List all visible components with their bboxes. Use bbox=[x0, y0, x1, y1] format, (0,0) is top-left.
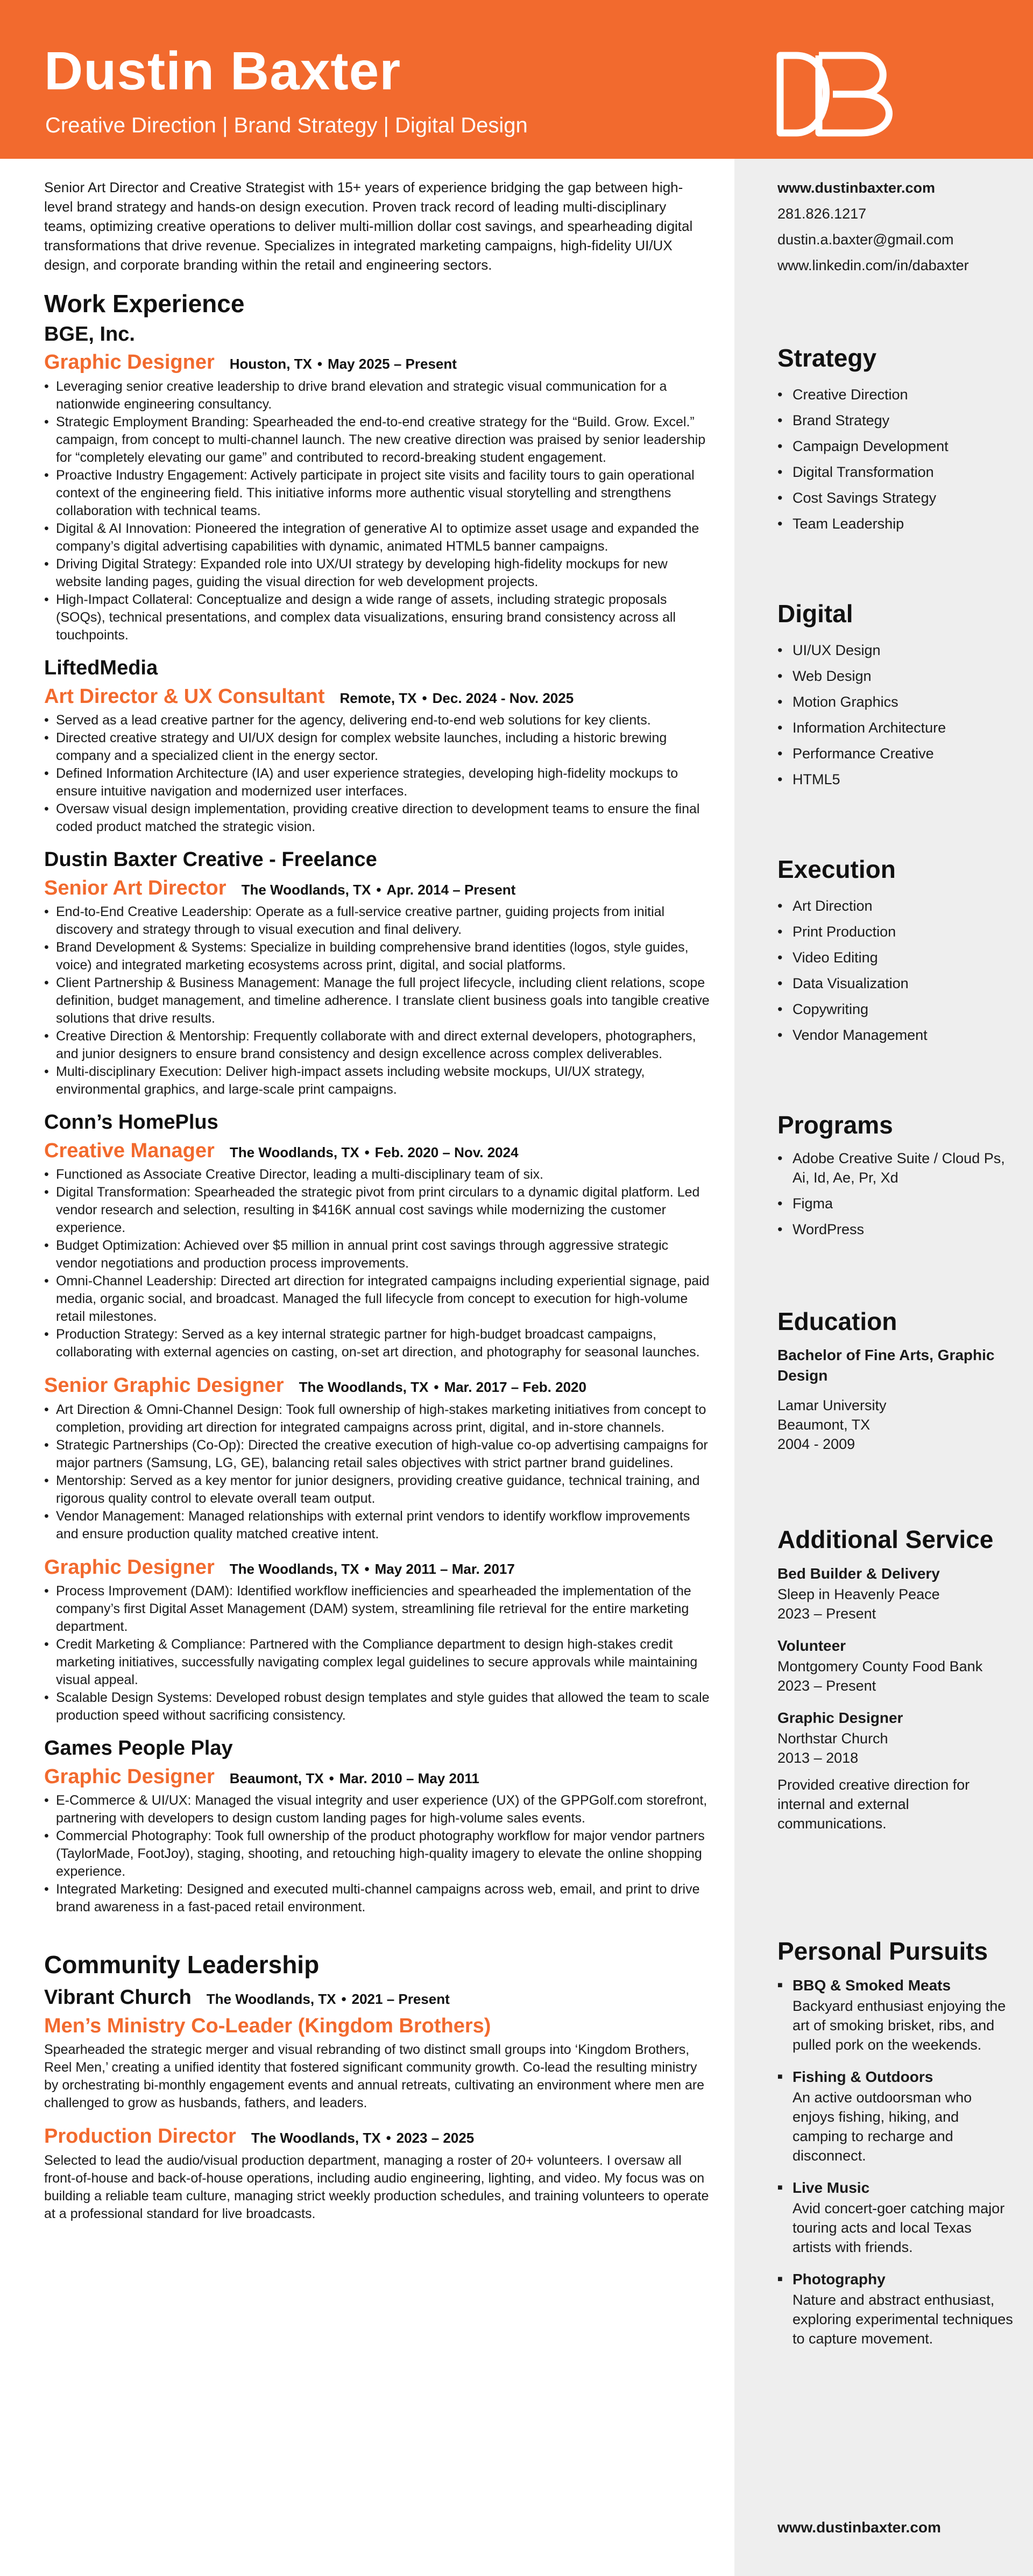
skill-item: • Copywriting bbox=[777, 996, 1014, 1022]
strategy-section bbox=[777, 344, 1014, 537]
skill-item: • Art Direction bbox=[777, 893, 1014, 919]
role-bullets bbox=[44, 1401, 711, 1543]
role-bullets bbox=[44, 1792, 711, 1916]
skill-item: • WordPress bbox=[777, 1216, 1014, 1242]
role-location: Remote, TX bbox=[339, 689, 417, 706]
pursuit-desc: Nature and abstract enthusiast, exploring experimental techniques to capture movement. bbox=[793, 2291, 1013, 2347]
role-location: The Woodlands, TX bbox=[241, 881, 371, 898]
sidebar bbox=[734, 159, 1033, 2576]
strategy-list bbox=[777, 382, 1014, 537]
service-entry bbox=[777, 1635, 1014, 1695]
bullet-item: • Digital Transformation: Spearheaded the strategic pivot from print circulars to a dynamic digital platform. Led vendor research and selection, resulting in $416K annual cost savings while modernizing the customer experience. bbox=[44, 1184, 711, 1237]
community-role-text: Selected to lead the audio/visual production department, managing a roster of 20+ volunteers. I oversaw all front-of-house and back-of-house operations, including audio engineering, lighting, and video. My focus was on building a reliable team culture, managing strict weekly production schedules, and training volunteers to operate at a professional standard for live broadcasts. bbox=[44, 2152, 709, 2221]
skill-item: • Print Production bbox=[777, 919, 1014, 945]
bullet-item: • Art Direction & Omni-Channel Design: Took full ownership of high-stakes marketing initiatives from concept to completion, providing art direction for integrated campaigns across print, digital, and in-store channels. bbox=[44, 1401, 711, 1437]
role-line bbox=[44, 1373, 711, 1399]
community-roles bbox=[44, 2014, 711, 2223]
bullet-item: • Brand Development & Systems: Specialize in building comprehensive brand identities (logos, style guides, voice) and integrated marketing ecosystems across print, digital, and social platforms. bbox=[44, 939, 711, 974]
execution-heading: Execution bbox=[777, 855, 896, 883]
role-title: Graphic Designer bbox=[44, 1765, 215, 1788]
programs-section bbox=[777, 1111, 1014, 1242]
header-banner bbox=[0, 0, 1033, 159]
skill-item: • Campaign Development bbox=[777, 433, 1014, 459]
main-column bbox=[44, 178, 711, 2235]
bullet-item: • Process Improvement (DAM): Identified workflow inefficiencies and spearheaded the implementation of the company’s first Digital Asset Management (DAM) system, streamlining file retrieval for the entire marketing department. bbox=[44, 1582, 711, 1636]
bullet-item: • Oversaw visual design implementation, providing creative direction to development teams to ensure the final coded product matched the strategic vision. bbox=[44, 800, 711, 836]
education-section bbox=[777, 1308, 1014, 1454]
role-title: Graphic Designer bbox=[44, 1556, 215, 1579]
service-entry bbox=[777, 1563, 1014, 1623]
meta-separator: • bbox=[329, 1770, 334, 1786]
resume-tagline: Creative Direction | Brand Strategy | Digital Design bbox=[45, 114, 528, 137]
role-line bbox=[44, 684, 711, 710]
pursuits-heading: Personal Pursuits bbox=[777, 1937, 988, 1965]
pursuit-desc: Avid concert-goer catching major touring acts and local Texas artists with friends. bbox=[793, 2200, 1005, 2255]
role-meta bbox=[242, 882, 516, 898]
pursuit-desc: Backyard enthusiast enjoying the art of smoking brisket, ribs, and pulled pork on the weekends. bbox=[793, 1997, 1006, 2053]
role-title: Art Director & UX Consultant bbox=[44, 685, 325, 708]
role-title: Senior Graphic Designer bbox=[44, 1374, 284, 1397]
role-line bbox=[44, 1138, 711, 1164]
education-dates: 2004 - 2009 bbox=[777, 1435, 855, 1452]
bullet-item: • Production Strategy: Served as a key internal strategic partner for high-budget broadcast campaigns, collaborating with external agencies on casting, on-set art direction, and photography for seasonal launches. bbox=[44, 1326, 711, 1361]
bullet-item: • Strategic Employment Branding: Spearheaded the end-to-end creative strategy for the “Build. Grow. Excel.” campaign, from concept to multi-channel launch. The new creative direction was praised by senior leadership for “completely elevating our game” and contributed to record-breaking student engagement. bbox=[44, 413, 711, 467]
programs-heading: Programs bbox=[777, 1111, 893, 1139]
skill-item: • Information Architecture bbox=[777, 715, 1014, 741]
service-entry-line: 2013 – 2018 bbox=[777, 1749, 859, 1766]
pursuit-heading: ■ Fishing & Outdoors bbox=[777, 2066, 1014, 2088]
role-dates: May 2011 – Mar. 2017 bbox=[374, 1560, 515, 1577]
contact-phone[interactable]: 281.826.1217 bbox=[777, 206, 867, 222]
role-dates: Mar. 2017 – Feb. 2020 bbox=[444, 1379, 586, 1396]
skill-item: • Data Visualization bbox=[777, 970, 1014, 996]
pursuits-section bbox=[777, 1938, 1014, 2360]
role-title: Graphic Designer bbox=[44, 351, 215, 374]
role-line bbox=[44, 350, 711, 376]
company-name: BGE, Inc. bbox=[44, 322, 135, 346]
bullet-item: • Functioned as Associate Creative Director, leading a multi-disciplinary team of six. bbox=[44, 1166, 711, 1184]
role-location: The Woodlands, TX bbox=[229, 1144, 359, 1160]
execution-list bbox=[777, 893, 1014, 1048]
bullet-item: • Client Partnership & Business Management: Manage the full project lifecycle, including client relations, scope definition, budget management, and timeline adherence. I translate client business goals into tangible creative solutions that drive results. bbox=[44, 974, 711, 1027]
education-heading: Education bbox=[777, 1307, 897, 1335]
skill-item: • Cost Savings Strategy bbox=[777, 485, 1014, 511]
service-entry-heading: Bed Builder & Delivery bbox=[777, 1565, 940, 1582]
role-location: Beaumont, TX bbox=[229, 1770, 324, 1786]
company-name: Dustin Baxter Creative - Freelance bbox=[44, 848, 377, 871]
skill-item: • Web Design bbox=[777, 663, 1014, 689]
work-experience-heading: Work Experience bbox=[44, 290, 245, 318]
bullet-item: • High-Impact Collateral: Conceptualize and design a wide range of assets, including strategic proposals (SOQs), technical presentations, and complex data visualizations, ensuring brand consistency across all touchpoints. bbox=[44, 591, 711, 644]
jobs-list bbox=[44, 322, 711, 1916]
role-dates: May 2025 – Present bbox=[327, 356, 457, 372]
service-entry-line: 2023 – Present bbox=[777, 1605, 876, 1622]
programs-list bbox=[777, 1149, 1014, 1242]
role-meta bbox=[339, 690, 574, 707]
community-org-line bbox=[44, 1983, 711, 2010]
pursuits-list bbox=[777, 1975, 1014, 2348]
skill-item: • Performance Creative bbox=[777, 741, 1014, 766]
contact-block bbox=[777, 175, 1014, 278]
community-org: Vibrant Church bbox=[44, 1986, 192, 2009]
bullet-item: • Driving Digital Strategy: Expanded role into UX/UI strategy by developing high-fidelity mockups for new website landing pages, guiding the visual direction for web development projects. bbox=[44, 555, 711, 591]
bullet-item: • Served as a lead creative partner for the agency, delivering end-to-end web solutions for key clients. bbox=[44, 712, 711, 729]
bullet-item: • Creative Direction & Mentorship: Frequently collaborate with and direct external developers, photographers, and junior designers to ensure brand consistency and design excellence across complex deliverables. bbox=[44, 1027, 711, 1063]
role-title: Senior Art Director bbox=[44, 876, 227, 899]
role-meta bbox=[230, 1144, 519, 1161]
community-role-line bbox=[44, 2014, 711, 2039]
role-bullets bbox=[44, 1582, 711, 1725]
service-entry-line: 2023 – Present bbox=[777, 1677, 876, 1694]
execution-section bbox=[777, 856, 1014, 1048]
role-bullets bbox=[44, 1166, 711, 1361]
role-dates: Mar. 2010 – May 2011 bbox=[339, 1770, 479, 1786]
bullet-item: • Integrated Marketing: Designed and executed multi-channel campaigns across web, email, and print to drive brand awareness in a fast-paced retail environment. bbox=[44, 1881, 711, 1916]
skill-item: • Digital Transformation bbox=[777, 459, 1014, 485]
role-bullets bbox=[44, 903, 711, 1099]
bullet-item: • Leveraging senior creative leadership to drive brand elevation and strategic visual communication for a nationwide engineering consultancy. bbox=[44, 378, 711, 413]
community-role-line bbox=[44, 2124, 711, 2150]
role-meta bbox=[230, 1561, 515, 1578]
contact-website[interactable]: www.dustinbaxter.com bbox=[777, 180, 936, 196]
digital-section bbox=[777, 600, 1014, 792]
summary-paragraph: Senior Art Director and Creative Strategist with 15+ years of experience bridging the gap between high-level brand strategy and hands-on design execution. Proven track record of leading multi-disciplinary teams, optimizing creative operations to deliver multi-million dollar cost savings, and spearheading digital transformations that drive revenue. Specializes in integrated marketing campaigns, high-fidelity UI/UX design, and corporate branding within the retail and engineering sectors. bbox=[44, 179, 693, 273]
footer-website[interactable]: www.dustinbaxter.com bbox=[777, 2519, 941, 2536]
meta-separator: • bbox=[364, 1144, 370, 1160]
community-role-text: Spearheaded the strategic merger and visual rebranding of two distinct small groups into ‘Kingdom Brothers, Reel Men,’ creating a unified identity that fostered significant community growth. Co-lead the resulting ministry by orchestrating bi-monthly engagement events and annual retreats, cultivating an environment where men are challenged to grow as husbands, fathers, and leaders. bbox=[44, 2042, 705, 2111]
service-section bbox=[777, 1526, 1014, 1845]
pursuit-item bbox=[777, 2177, 1014, 2257]
community-role-dates: 2023 – 2025 bbox=[396, 2130, 475, 2146]
skill-item: • Motion Graphics bbox=[777, 689, 1014, 715]
skill-item: • UI/UX Design bbox=[777, 637, 1014, 663]
pursuit-item bbox=[777, 1975, 1014, 2054]
bullet-item: • Defined Information Architecture (IA) and user experience strategies, developing high-fidelity mockups to ensure intuitive navigation and modernized user interfaces. bbox=[44, 765, 711, 800]
strategy-heading: Strategy bbox=[777, 344, 877, 372]
bullet-item: • Strategic Partnerships (Co-Op): Directed the creative execution of high-value co-op advertising campaigns for major partners (Samsung, LG, GE), balancing retail sales objectives with strict partner brand guidelines. bbox=[44, 1437, 711, 1472]
role-dates: Feb. 2020 – Nov. 2024 bbox=[374, 1144, 519, 1160]
resume-name: Dustin Baxter bbox=[44, 41, 401, 101]
bullet-item: • Credit Marketing & Compliance: Partnered with the Compliance department to design high-stakes credit marketing initiatives, successfully navigating complex legal guidelines to secure approvals while maintaining visual appeal. bbox=[44, 1636, 711, 1689]
service-entry-heading: Volunteer bbox=[777, 1637, 846, 1654]
pursuit-desc: An active outdoorsman who enjoys fishing, hiking, and camping to recharge and disconnect. bbox=[793, 2089, 972, 2164]
pursuit-item bbox=[777, 2066, 1014, 2165]
service-entry-line: Montgomery County Food Bank bbox=[777, 1658, 983, 1674]
meta-separator: • bbox=[422, 689, 427, 706]
skill-item: • Video Editing bbox=[777, 945, 1014, 970]
community-role-meta bbox=[251, 2130, 474, 2146]
service-entry-line: Sleep in Heavenly Peace bbox=[777, 1586, 940, 1602]
bullet-item: • Omni-Channel Leadership: Directed art direction for integrated campaigns including experiential signage, paid media, organic social, and broadcast. Managed the full lifecycle from concept to execution for high-volume retail milestones. bbox=[44, 1272, 711, 1326]
bullet-item: • Vendor Management: Managed relationships with external print vendors to identify workflow improvements and ensure production quality matched creative intent. bbox=[44, 1508, 711, 1543]
service-entry bbox=[777, 1707, 1014, 1833]
digital-heading: Digital bbox=[777, 600, 853, 628]
role-meta bbox=[299, 1379, 586, 1396]
community-role-title: Men’s Ministry Co-Leader (Kingdom Brothers) bbox=[44, 2014, 491, 2037]
db-monogram-logo bbox=[775, 51, 898, 137]
meta-separator: • bbox=[364, 1560, 370, 1577]
role-line bbox=[44, 1555, 711, 1581]
bullet-item: • Multi-disciplinary Execution: Deliver high-impact assets including website mockups, UI/UX strategy, environmental graphics, and large-scale print campaigns. bbox=[44, 1063, 711, 1099]
role-location: Houston, TX bbox=[229, 356, 312, 372]
pursuit-heading: ■ Photography bbox=[777, 2269, 1014, 2290]
company-name: LiftedMedia bbox=[44, 656, 158, 679]
skill-item: • HTML5 bbox=[777, 766, 1014, 792]
role-line bbox=[44, 876, 711, 902]
education-location: Beaumont, TX bbox=[777, 1416, 871, 1433]
bullet-item: • Mentorship: Served as a key mentor for junior designers, providing creative guidance, technical training, and rigorous quality control to elevate overall team output. bbox=[44, 1472, 711, 1508]
service-entry-heading: Graphic Designer bbox=[777, 1709, 903, 1726]
community-org-meta: The Woodlands, TX • 2021 – Present bbox=[206, 1991, 450, 2008]
skill-item: • Brand Strategy bbox=[777, 407, 1014, 433]
digital-list bbox=[777, 637, 1014, 792]
meta-separator: • bbox=[434, 1379, 439, 1396]
role-bullets bbox=[44, 378, 711, 644]
community-role-location: The Woodlands, TX bbox=[251, 2130, 381, 2146]
skill-item: • Team Leadership bbox=[777, 511, 1014, 537]
bullet-item: • Commercial Photography: Took full ownership of the product photography workflow for major vendor partners (TaylorMade, FootJoy), staging, shooting, and retouching high-quality imagery to elevate the online shopping experience. bbox=[44, 1827, 711, 1881]
role-meta bbox=[230, 1770, 479, 1787]
pursuit-item bbox=[777, 2269, 1014, 2348]
bullet-item: • Digital & AI Innovation: Pioneered the integration of generative AI to optimize asset usage and expanded the company’s digital advertising capabilities with dynamic, animated HTML5 banner campaigns. bbox=[44, 520, 711, 555]
bullet-item: • Directed creative strategy and UI/UX design for complex website launches, including a historic brewing company and a specialized client in the energy sector. bbox=[44, 729, 711, 765]
role-location: The Woodlands, TX bbox=[299, 1379, 429, 1396]
bullet-item: • End-to-End Creative Leadership: Operate as a full-service creative partner, guiding projects from initial discovery and strategy through to visual execution and final delivery. bbox=[44, 903, 711, 939]
company-name: Conn’s HomePlus bbox=[44, 1111, 218, 1134]
contact-email[interactable]: dustin.a.baxter@gmail.com bbox=[777, 231, 954, 248]
meta-separator: • bbox=[317, 356, 322, 372]
pursuit-heading: ■ BBQ & Smoked Meats bbox=[777, 1975, 1014, 1996]
skill-item: • Creative Direction bbox=[777, 382, 1014, 407]
bullet-item: • Scalable Design Systems: Developed robust design templates and style guides that allowed the team to scale production speed without sacrificing consistency. bbox=[44, 1689, 711, 1725]
service-heading: Additional Service bbox=[777, 1525, 994, 1553]
bullet-item: • Proactive Industry Engagement: Actively participate in project site visits and facility tours to gain operational context of the engineering field. This initiative informs more authentic visual storytelling and strengthens collaboration with technical teams. bbox=[44, 467, 711, 520]
skill-item: • Adobe Creative Suite / Cloud Ps, Ai, Id, Ae, Pr, Xd bbox=[777, 1149, 1014, 1187]
service-entry-desc: Provided creative direction for internal and external communications. bbox=[777, 1776, 970, 1832]
service-entry-line: Northstar Church bbox=[777, 1730, 888, 1747]
community-role-title: Production Director bbox=[44, 2125, 236, 2148]
pursuit-heading: ■ Live Music bbox=[777, 2177, 1014, 2199]
skill-item: • Figma bbox=[777, 1191, 1014, 1216]
meta-separator: • bbox=[376, 881, 381, 898]
bullet-item: • Budget Optimization: Achieved over $5 million in annual print cost savings through aggressive strategic vendor negotiations and production process improvements. bbox=[44, 1237, 711, 1272]
skill-item: • Vendor Management bbox=[777, 1022, 1014, 1048]
role-dates: Apr. 2014 – Present bbox=[386, 881, 516, 898]
bullet-item: • E-Commerce & UI/UX: Managed the visual integrity and user experience (UX) of the GPPGolf.com storefront, partnering with developers to design custom landing pages for high-volume sales events. bbox=[44, 1792, 711, 1827]
contact-linkedin[interactable]: www.linkedin.com/in/dabaxter bbox=[777, 257, 969, 273]
role-meta bbox=[230, 356, 457, 372]
community-heading: Community Leadership bbox=[44, 1951, 320, 1979]
education-degree: Bachelor of Fine Arts, Graphic Design bbox=[777, 1346, 995, 1384]
role-location: The Woodlands, TX bbox=[229, 1560, 359, 1577]
role-dates: Dec. 2024 - Nov. 2025 bbox=[432, 689, 574, 706]
role-line bbox=[44, 1764, 711, 1790]
education-school: Lamar University bbox=[777, 1397, 887, 1413]
company-name: Games People Play bbox=[44, 1737, 233, 1760]
meta-separator: • bbox=[386, 2130, 391, 2146]
role-title: Creative Manager bbox=[44, 1139, 215, 1162]
service-entries bbox=[777, 1563, 1014, 1833]
role-bullets bbox=[44, 712, 711, 836]
